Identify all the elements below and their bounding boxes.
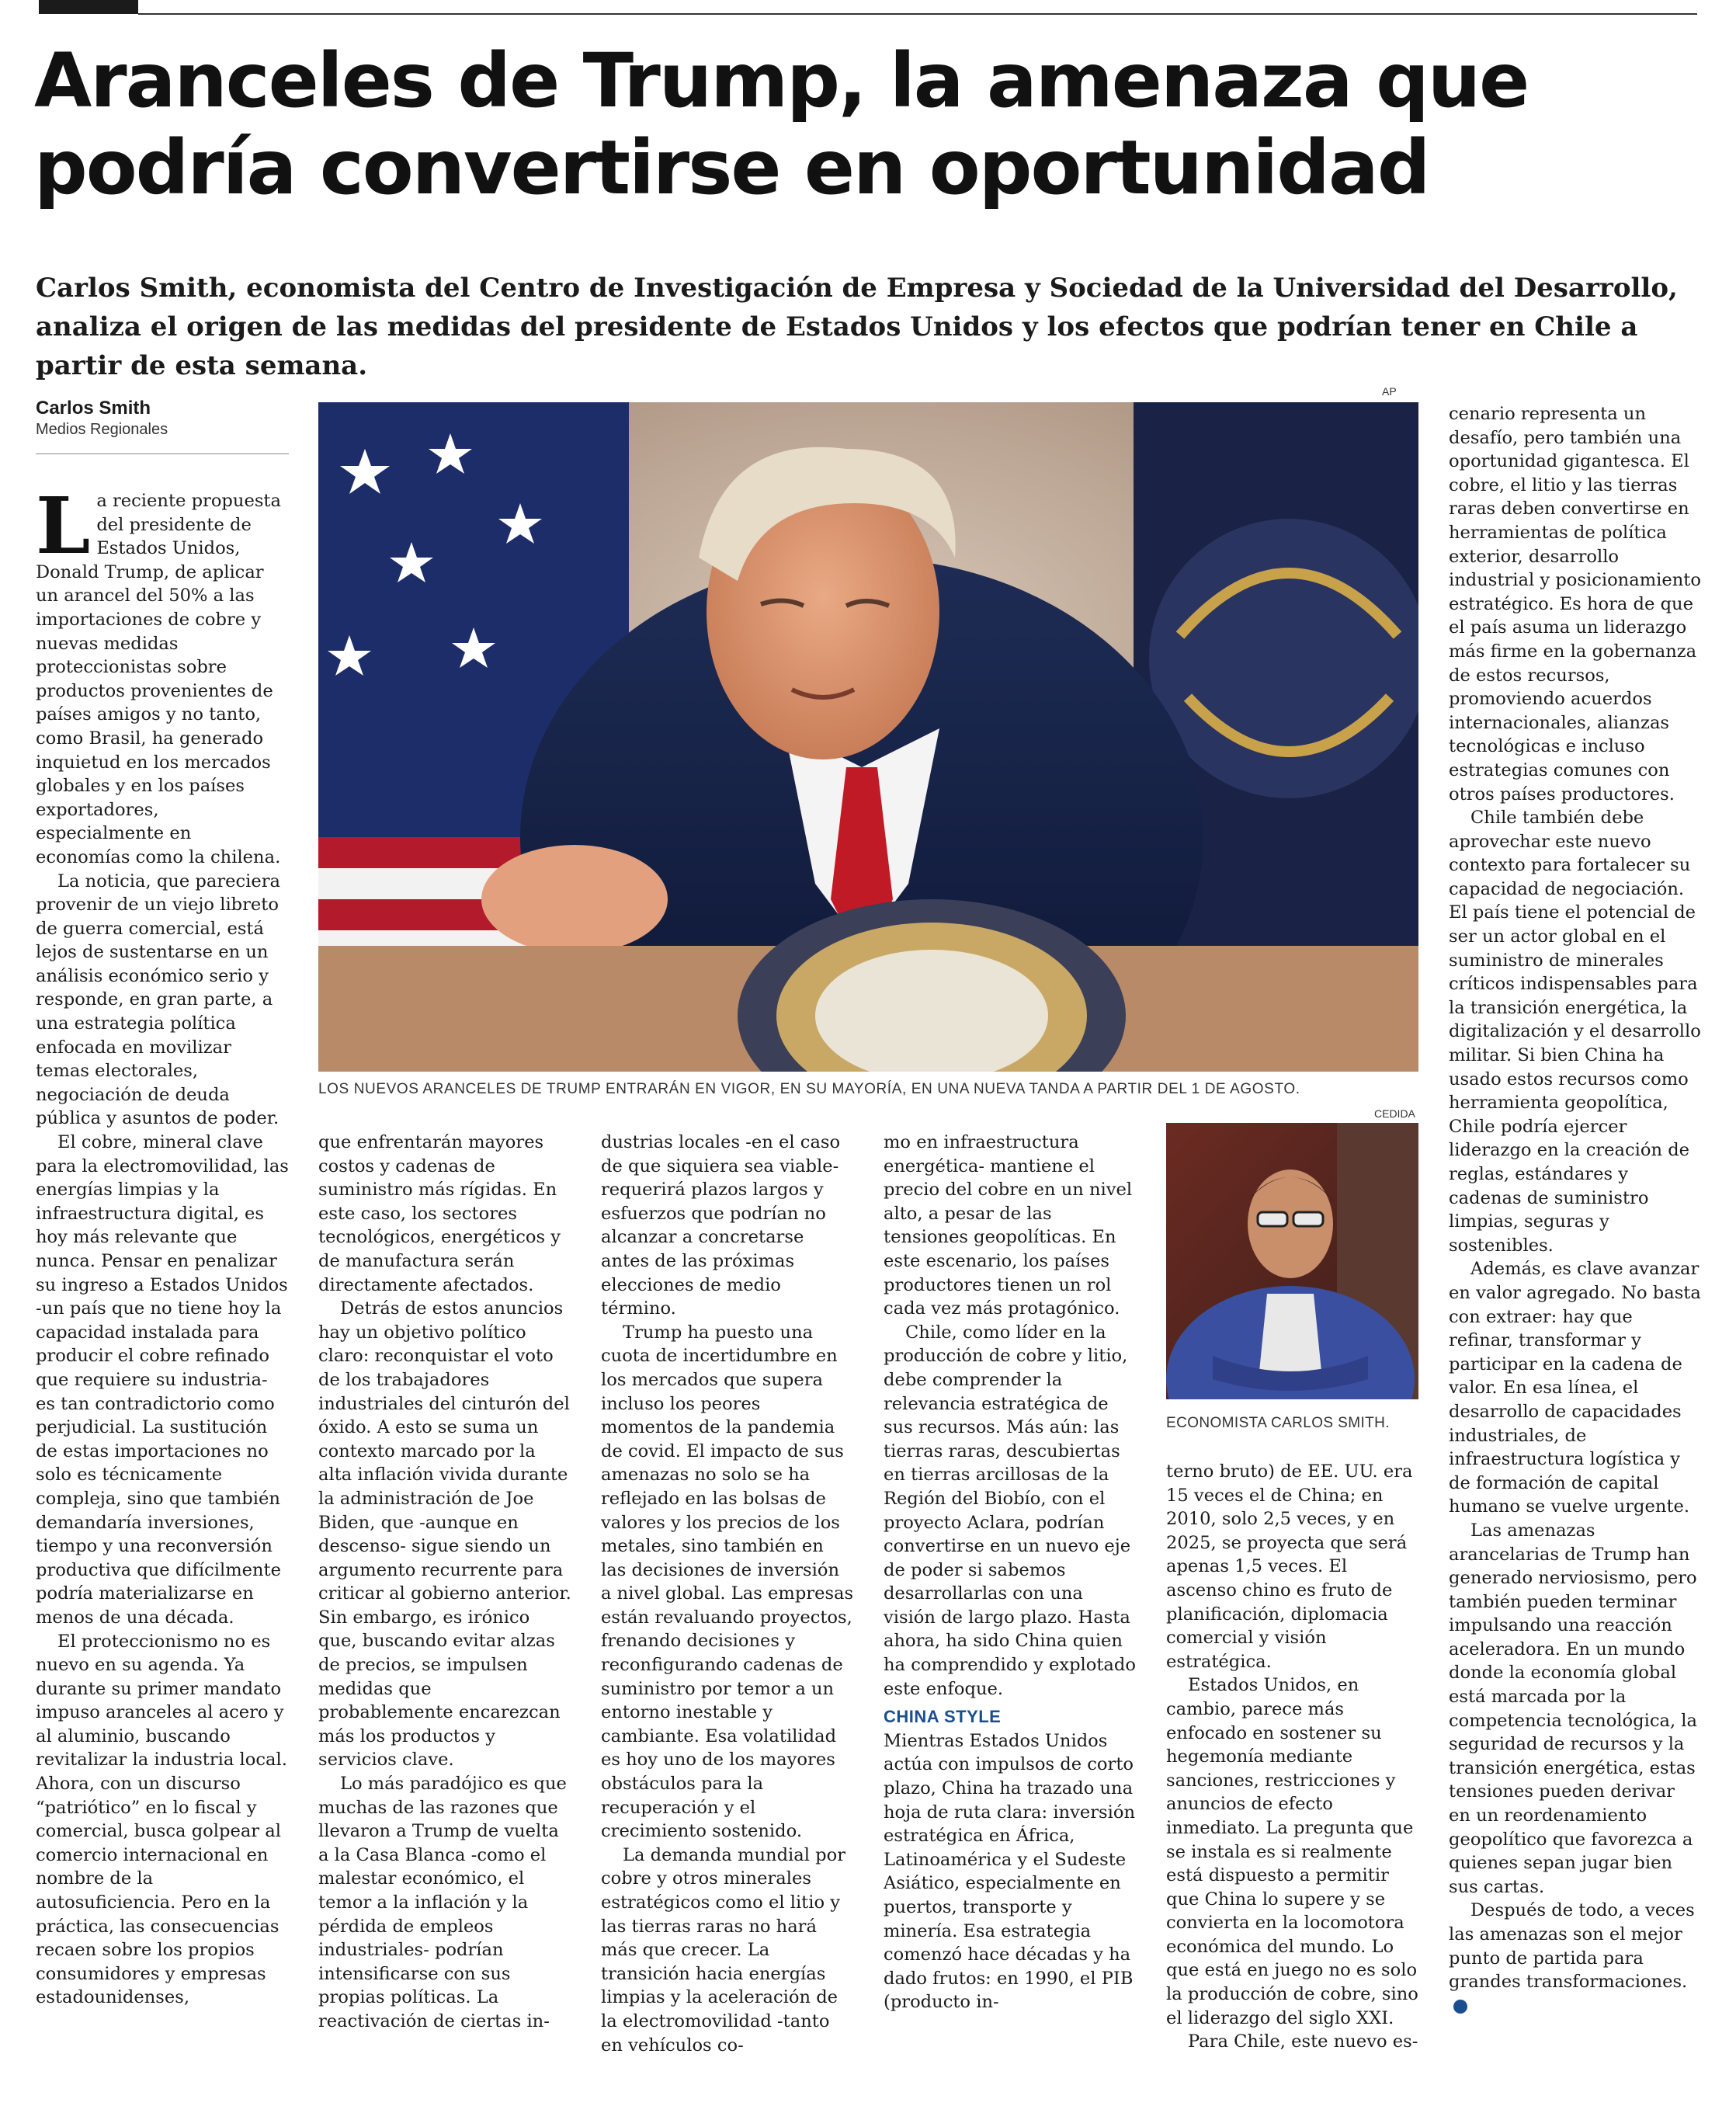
paragraph: cenario representa un desafío, pero también una oportunidad gigantesca. El cobre, el litio y las tierras raras deben convertirse en herramientas de política exterior, desarrollo industrial y posicionamiento estratégico. Es hora de que el país asuma un liderazgo más firme en la gobernanza de estos recursos, promoviendo acuerdos internacionales, alianzas tecnológicas e incluso estrategias comunes con otros países productores. bbox=[1449, 404, 1701, 805]
paragraph: La noticia, que pareciera provenir de un viejo libreto de guerra comercial, está lejos de sustentarse en un análisis económico serio y responde, en gran parte, a una estrategia política enfocada en movilizar temas electorales, negociación de deuda pública y asuntos de poder. bbox=[36, 871, 281, 1129]
article-column-2 bbox=[318, 1131, 571, 2078]
article-column-1 bbox=[36, 489, 289, 2073]
photo-caption-main: LOS NUEVOS ARANCELES DE TRUMP ENTRARÁN EN VIGOR, EN SU MAYORÍA, EN UNA NUEVA TANDA A PARTIR DEL 1 DE AGOSTO. bbox=[318, 1081, 1300, 1097]
paragraph: Además, es clave avanzar en valor agregado. No basta con extraer: hay que refinar, transformar y participar en la cadena de valor. En esa línea, el desarrollo de capacidades industriales, de infraestructura logística y de formación de capital humano se vuelve urgente. bbox=[1449, 1259, 1701, 1517]
photo-credit-main: AP bbox=[1382, 385, 1397, 398]
paragraph: El cobre, mineral clave para la electromovilidad, las energías limpias y la infraestructura digital, es hoy más relevante que nunca. Pensar en penalizar su ingreso a Estados Unidos -un país que no tiene hoy la capacidad instalada para producir el cobre refinado que requiere su industria- es tan contradictorio como perjudicial. La sustitución de estas importaciones no solo es técnicamente compleja, sino que también demandaría inversiones, tiempo y una reconversión productiva que difícilmente podría materializarse en menos de una década. bbox=[36, 1132, 289, 1628]
author-org: Medios Regionales bbox=[36, 421, 168, 438]
end-mark-icon: ✪ bbox=[1453, 2000, 1467, 2014]
photo-caption-inset: ECONOMISTA CARLOS SMITH. bbox=[1166, 1415, 1390, 1431]
article-column-4 bbox=[884, 1131, 1137, 2078]
inset-photo bbox=[1166, 1123, 1418, 1399]
paragraph: Chile también debe aprovechar este nuevo contexto para fortalecer su capacidad de negociación. El país tiene el potencial de ser un actor global en el suministro de minerales críticos indispensables para la transición energética, la digitalización y el desarrollo militar. Si bien China ha usado estos recursos como herramienta geopolítica, Chile podría ejercer liderazgo en la creación de reglas, estándares y cadenas de suministro limpias, seguras y sostenibles. bbox=[1449, 808, 1701, 1256]
paragraph: que enfrentarán mayores costos y cadenas de suministro más rígidas. En este caso, los sectores tecnológicos, energéticos y de manufactura serán directamente afectados. bbox=[318, 1132, 561, 1295]
subtitle: Carlos Smith, economista del Centro de Investigación de Empresa y Sociedad de la Universidad del Desarrollo, analiza el origen de las medidas del presidente de Estados Unidos y los efectos que podrían tener en Chile a partir de esta semana. bbox=[36, 273, 1678, 381]
paragraph: Trump ha puesto una cuota de incertidumbre en los mercados que supera incluso los peores momentos de la pandemia de covid. El impacto de sus amenazas no solo se ha reflejado en las bolsas de valores y los precios de los metales, sino también en las decisiones de inversión a nivel global. Las empresas están revaluando proyectos, frenando decisiones y reconfigurando cadenas de suministro por temor a un entorno inestable y cambiante. Esa volatilidad es hoy uno de los mayores obstáculos para la recuperación y el crecimiento sostenido. bbox=[601, 1322, 854, 1842]
paragraph: Chile, como líder en la producción de cobre y litio, debe comprender la relevancia estratégica de sus recursos. Más aún: las tierras raras, descubiertas en tierras arcillosas de la Región del Biobío, con el proyecto Aclara, podrían convertirse en un nuevo eje de poder si sabemos desarrollarlas con una visión de largo plazo. Hasta ahora, ha sido China quien ha comprendido y explotado este enfoque. bbox=[884, 1322, 1136, 1699]
paragraph: mo en infraestructura energética- mantiene el precio del cobre en un nivel alto, a pesar de las tensiones geopolíticas. En este escenario, los países productores tienen un rol cada vez más protagónico. bbox=[884, 1132, 1133, 1319]
paragraph: La reciente propuesta del presidente de Estados Unidos, Donald Trump, de aplicar un arancel del 50% a las importaciones de cobre y nuevas medidas proteccionistas sobre productos provenientes de países amigos y no tanto, como Brasil, ha generado inquietud en los mercados globales y en los países exportadores, especialmente en economías como la chilena. bbox=[36, 489, 281, 867]
headline: Aranceles de Trump, la amenaza que podría convertirse en oportunidad bbox=[34, 37, 1529, 211]
paragraph: terno bruto) de EE. UU. era 15 veces el de China; en 2010, solo 2,5 veces, y en 2025, se proyecta que será apenas 1,5 veces. El ascenso chino es fruto de planificación, diplomacia comercial y visión estratégica. bbox=[1166, 1461, 1413, 1672]
paragraph: El proteccionismo no es nuevo en su agenda. Ya durante su primer mandato impuso aranceles al acero y al aluminio, buscando revitalizar la industria local. Ahora, con un discurso “patriótico” en lo fiscal y comercial, busca golpear al comercio internacional en nombre de la autosuficiencia. Pero en la práctica, las consecuencias recaen sobre los propios consumidores y empresas estadounidenses, bbox=[36, 1631, 287, 2008]
author-name: Carlos Smith bbox=[36, 398, 151, 419]
drop-cap: L bbox=[36, 489, 91, 572]
paragraph: Mientras Estados Unidos actúa con impulsos de corto plazo, China ha trazado una hoja de ruta clara: inversión estratégica en África, Latinoamérica y el Sudeste Asiático, especialmente en puertos, transporte y minería. Esa estrategia comenzó hace décadas y ha dado frutos: en 1990, el PIB (producto in- bbox=[884, 1730, 1136, 2013]
paragraph: La demanda mundial por cobre y otros minerales estratégicos como el litio y las tierras raras no hará más que crecer. La transición hacia energías limpias y la aceleración de la electromovilidad -tanto en vehículos co- bbox=[601, 1844, 846, 2056]
paragraph: Para Chile, este nuevo es- bbox=[1188, 2031, 1418, 2052]
paragraph: Después de todo, a veces las amenazas son el mejor punto de partida para grandes transformaciones.✪ bbox=[1449, 1900, 1695, 2013]
section-tab bbox=[39, 0, 138, 14]
article-column-3 bbox=[601, 1131, 854, 2078]
photo-credit-inset: CEDIDA bbox=[1374, 1107, 1415, 1120]
main-photo bbox=[318, 402, 1418, 1072]
paragraph: dustrias locales -en el caso de que siquiera sea viable- requerirá plazos largos y esfuerzos que podrían no alcanzar a concretarse antes de las próximas elecciones de medio término. bbox=[601, 1132, 841, 1319]
paragraph: Lo más paradójico es que muchas de las razones que llevaron a Trump de vuelta a la Casa Blanca -como el malestar económico, el temor a la inflación y la pérdida de empleos industriales- podrían intensificarse con sus propias políticas. La reactivación de ciertas in- bbox=[318, 1774, 567, 2031]
byline bbox=[36, 398, 289, 440]
paragraph: Detrás de estos anuncios hay un objetivo político claro: reconquistar el voto de los trabajadores industriales del cinturón del óxido. A esto se suma un contexto marcado por la alta inflación vivida durante la administración de Joe Biden, que -aunque en descenso- sigue siendo un argumento recurrente para criticar al gobierno anterior. Sin embargo, es irónico que, buscando evitar alzas de precios, se impulsen medidas que probablemente encarezcan más los productos y servicios clave. bbox=[318, 1298, 571, 1771]
top-rule bbox=[138, 13, 1697, 15]
article-column-5 bbox=[1166, 1460, 1419, 2081]
paragraph: Estados Unidos, en cambio, parece más enfocado en sostener su hegemonía mediante sanciones, restricciones y anuncios de efecto inmediato. La pregunta que se instala es si realmente está dispuesto a permitir que China lo supere y se convierta en la locomotora económica del mundo. Lo que está en juego no es solo la producción de cobre, sino el liderazgo del siglo XXI. bbox=[1166, 1675, 1418, 2028]
paragraph: Las amenazas arancelarias de Trump han generado nerviosismo, pero también pueden terminar impulsando una reacción aceleradora. En un mundo donde la economía global está marcada por la competencia tecnológica, la seguridad de recursos y la transición energética, estas tensiones pueden derivar en un reordenamiento geopolítico que favorezca a quienes sepan jugar bien sus cartas. bbox=[1449, 1520, 1698, 1897]
subheading: CHINA STYLE bbox=[884, 1707, 1002, 1727]
article-column-6 bbox=[1449, 402, 1702, 2080]
